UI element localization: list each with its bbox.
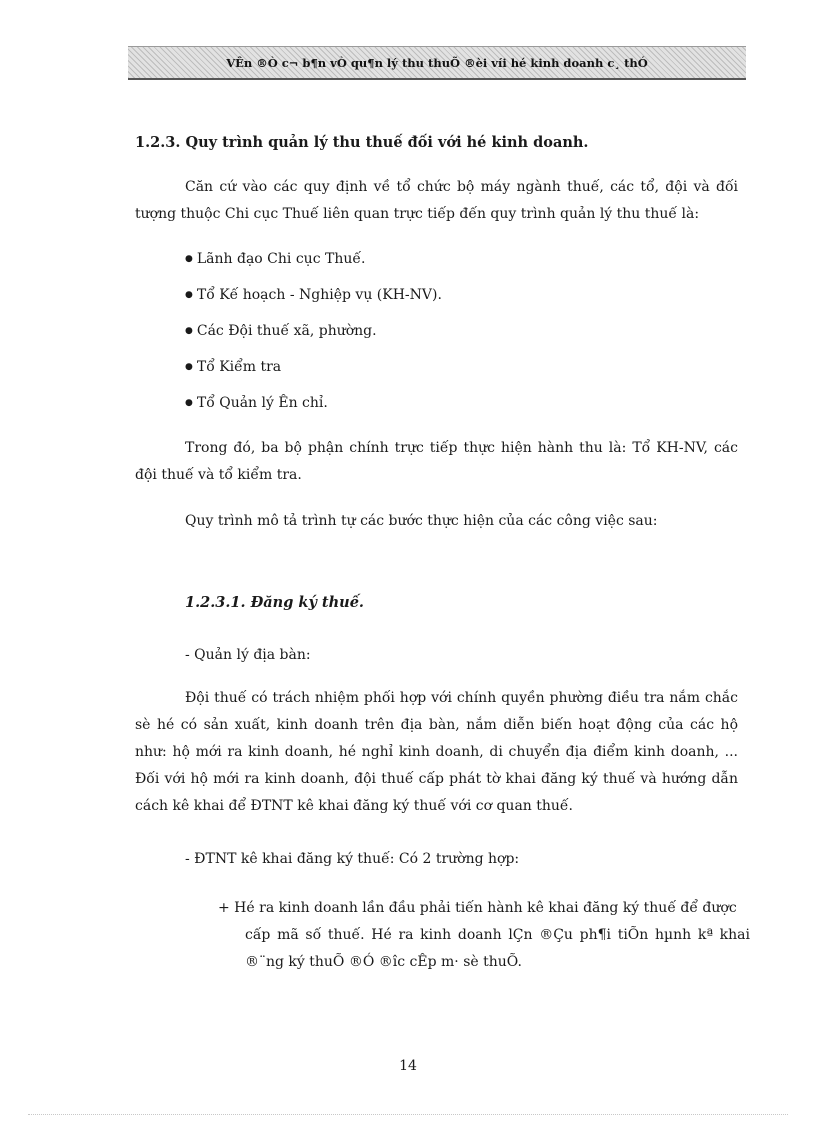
list-item: ● Các Đội thuế xã, phường. (185, 318, 442, 354)
list-item: ● Tổ Kiểm tra (185, 354, 442, 390)
responsible-units-paragraph: Trong đó, ba bộ phận chính trực tiếp thực hiện hành thu là: Tổ KH-NV, các đội thuế và tổ kiểm tra. (135, 440, 738, 483)
page-number: 14 (399, 1058, 417, 1074)
bullet-list (185, 246, 442, 426)
list-item: ● Tổ Quản lý Ên chỉ. (185, 390, 442, 426)
section-title: 1.2.3. Quy trình quản lý thu thuế đối với hé kinh doanh. (135, 134, 589, 151)
case-one-continuation: cấp mã số thuế. Hé ra kinh doanh lÇn ®Çu ph¶i tiÕn hµnh kª khai ®¨ng ký thuÕ ®Ó ®îc cÊp m· sè thuÕ. (245, 927, 750, 970)
running-header-text: VÊn ®Ò c¬ b¶n vÒ qu¶n lý thu thuÕ ®èi víi hé kinh doanh c¸ thÓ (226, 55, 648, 70)
case-one-first-line: + Hé ra kinh doanh lần đầu phải tiến hành kê khai đăng ký thuế để được (218, 900, 737, 916)
intro-paragraph: Căn cứ vào các quy định về tổ chức bộ máy ngành thuế, các tổ, đội và đối tượng thuộc Chi cục Thuế liên quan trực tiếp đến quy trình quản lý thu thuế là: (135, 179, 738, 222)
list-item: ● Tổ Kế hoạch - Nghiệp vụ (KH-NV). (185, 282, 442, 318)
registration-cases-label: - ĐTNT kê khai đăng ký thuế: Có 2 trường hợp: (185, 851, 520, 867)
running-header (128, 46, 746, 80)
area-management-label: - Quản lý địa bàn: (185, 647, 311, 663)
case-one-paragraph (218, 895, 750, 976)
process-intro-paragraph: Quy trình mô tả trình tự các bước thực hiện của các công việc sau: (185, 513, 658, 529)
list-item: ● Lãnh đạo Chi cục Thuế. (185, 246, 442, 282)
subsection-title: 1.2.3.1. Đăng ký thuế. (185, 594, 364, 611)
area-management-paragraph: Đội thuế có trách nhiệm phối hợp với chính quyền phường điều tra nắm chắc sè hé có sản xuất, kinh doanh trên địa bàn, nắm diễn biến hoạt động của các hộ như: hộ mới ra kinh doanh, hé nghỉ kinh doanh, di chuyển địa điểm kinh doanh, ... Đối với hộ mới ra kinh doanh, đội thuế cấp phát tờ khai đăng ký thuế và hướng dẫn cách kê khai để ĐTNT kê khai đăng ký thuế với cơ quan thuế. (135, 690, 738, 814)
bottom-divider (28, 1114, 788, 1115)
